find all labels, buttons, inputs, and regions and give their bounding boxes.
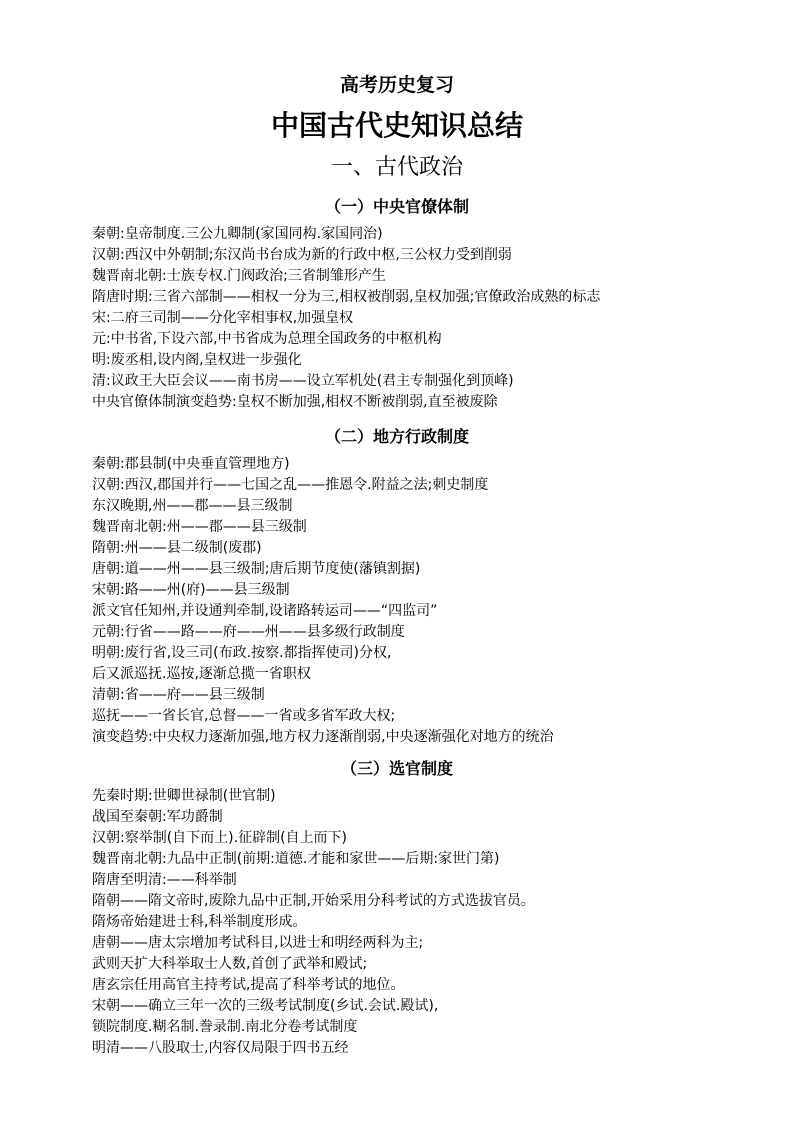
text-line: 明:废丞相,设内阁,皇权进一步强化 [92, 352, 302, 368]
text-line: 元朝:行省——路——府——州——县多级行政制度 [92, 624, 405, 640]
text-line: 汉朝:西汉中外朝制;东汉尚书台成为新的行政中枢,三公权力受到削弱 [92, 247, 512, 263]
text-line: 隋朝——隋文帝时,废除九品中正制,开始采用分科考试的方式选拔官员。 [92, 893, 535, 909]
text-line: 隋朝:州——县二级制(废郡) [92, 540, 262, 556]
text-line: 汉朝:西汉,郡国并行——七国之乱——推恩令.附益之法;刺史制度 [92, 477, 489, 493]
section-3 [92, 752, 712, 1059]
section-heading: （一）中央官僚体制 [324, 197, 469, 216]
text-line: 魏晋南北朝:九品中正制(前期:道德.才能和家世——后期:家世门第) [92, 851, 500, 867]
text-line: 元:中书省,下设六部,中书省成为总理全国政务的中枢机构 [92, 331, 442, 347]
text-line: 明朝:废行省,设三司(布政.按察.都指挥使司)分权, [92, 645, 392, 661]
text-line: 宋:二府三司制——分化宰相事权,加强皇权 [92, 310, 354, 326]
text-line: 秦朝:郡县制(中央垂直管理地方) [92, 456, 290, 472]
text-line: 唐玄宗任用高官主持考试,提高了科举考试的地位。 [92, 977, 405, 993]
text-line: 隋唐至明清:——科举制 [92, 872, 237, 888]
text-line: 锁院制度.糊名制.誊录制.南北分卷考试制度 [92, 1019, 358, 1035]
section-heading: （二）地方行政制度 [324, 427, 469, 446]
text-line: 隋炀帝始建进士科,科举制度形成。 [92, 914, 307, 930]
text-line: 明清——八股取士,内容仅局限于四书五经 [92, 1040, 349, 1056]
section-1 [92, 190, 712, 413]
text-line: 先秦时期:世卿世禄制(世官制) [92, 788, 276, 804]
text-line: 隋唐时期:三省六部制——相权一分为三,相权被削弱,皇权加强;官僚政治成熟的标志 [92, 289, 601, 305]
text-line: 后又派巡抚.巡按,逐渐总揽一省职权 [92, 666, 311, 682]
text-line: 魏晋南北朝:州——郡——县三级制 [92, 519, 307, 535]
text-line: 演变趋势:中央权力逐渐加强,地方权力逐渐削弱,中央逐渐强化对地方的统治 [92, 729, 554, 745]
text-line: 派文官任知州,并设通判牵制,设诸路转运司——“四监司” [92, 603, 438, 619]
text-line: 清:议政王大臣会议——南书房——设立军机处(君主专制强化到顶峰) [92, 373, 514, 389]
document-subtitle: 高考历史复习 [339, 74, 454, 96]
text-line: 东汉晚期,州——郡——县三级制 [92, 498, 293, 514]
part-heading: 一、古代政治 [330, 155, 463, 180]
text-line: 宋朝:路——州(府)——县三级制 [92, 582, 290, 598]
document-title: 中国古代史知识总结 [270, 109, 523, 142]
text-line: 战国至秦朝:军功爵制 [92, 809, 223, 825]
text-line: 武则天扩大科举取士人数,首创了武举和殿试; [92, 956, 368, 972]
text-line: 巡抚——一省长官,总督——一省或多省军政大权; [92, 708, 396, 724]
text-line: 汉朝:察举制(自下而上).征辟制(自上而下) [92, 830, 348, 846]
text-line: 唐朝:道——州——县三级制;唐后期节度使(藩镇割据) [92, 561, 421, 577]
text-line: 唐朝——唐太宗增加考试科目,以进士和明经两科为主; [92, 935, 424, 951]
text-line: 中央官僚体制演变趋势:皇权不断加强,相权不断被削弱,直至被废除 [92, 394, 498, 410]
section-2 [92, 420, 712, 748]
text-line: 秦朝:皇帝制度.三公九卿制(家国同构.家国同治) [92, 226, 383, 242]
section-heading: （三）选官制度 [340, 759, 453, 778]
text-line: 清朝:省——府——县三级制 [92, 687, 265, 703]
text-line: 魏晋南北朝:士族专权.门阀政治;三省制雏形产生 [92, 268, 386, 284]
text-line: 宋朝——确立三年一次的三级考试制度(乡试.会试.殿试), [92, 998, 439, 1014]
